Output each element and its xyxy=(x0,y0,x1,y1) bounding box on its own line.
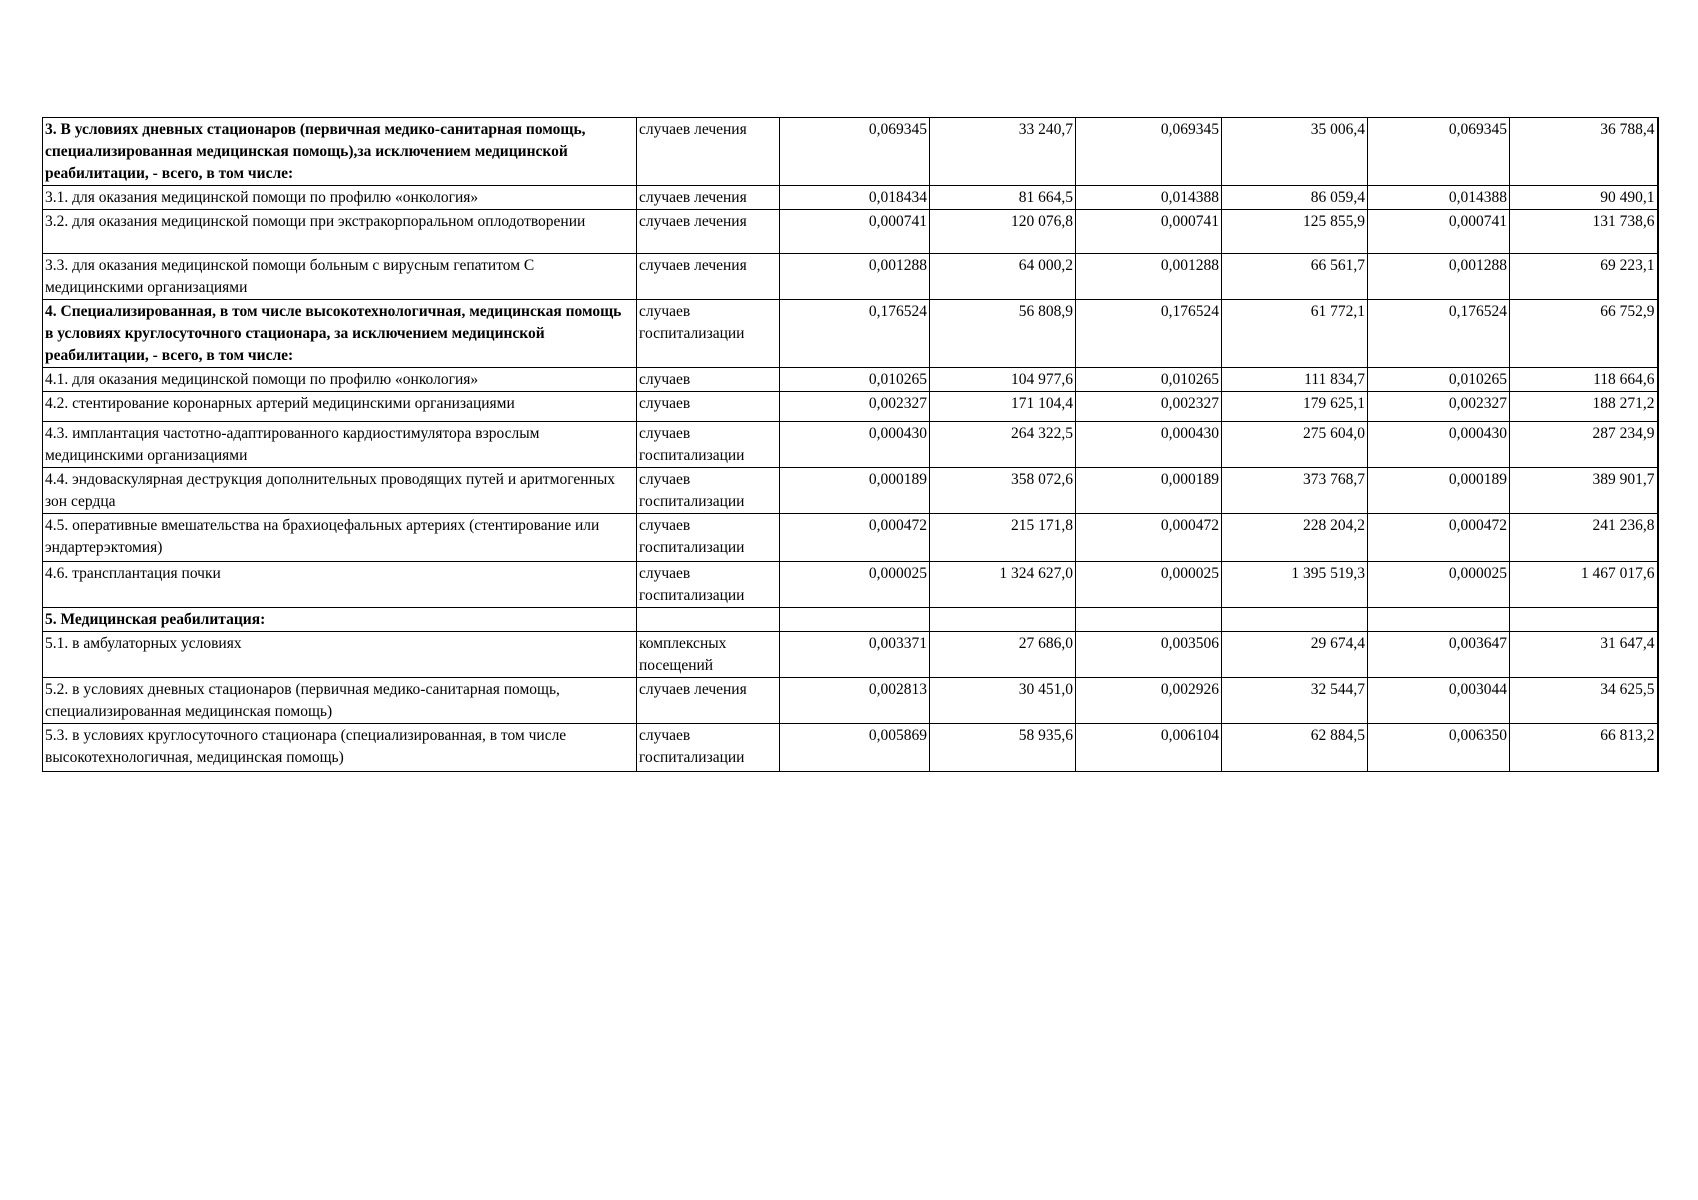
cost-norm-cell: 1 324 627,0 xyxy=(930,562,1076,608)
volume-norm-cell: 0,003044 xyxy=(1368,678,1510,724)
volume-norm-cell: 0,001288 xyxy=(780,254,930,300)
row-unit-cell: случаев лечения xyxy=(637,210,780,254)
table-row xyxy=(43,724,1658,772)
volume-norm-cell: 0,002327 xyxy=(1368,392,1510,422)
cost-norm-cell: 33 240,7 xyxy=(930,118,1076,186)
cost-norm-cell: 34 625,5 xyxy=(1510,678,1658,724)
table-row xyxy=(43,254,1658,300)
row-unit-cell xyxy=(637,608,780,632)
table-row xyxy=(43,678,1658,724)
row-unit-cell: случаев госпитализации xyxy=(637,724,780,772)
cost-norm-cell: 27 686,0 xyxy=(930,632,1076,678)
volume-norm-cell: 0,176524 xyxy=(1076,300,1222,368)
cost-norm-cell: 389 901,7 xyxy=(1510,468,1658,514)
cost-norm-cell: 81 664,5 xyxy=(930,186,1076,210)
cost-norm-cell: 125 855,9 xyxy=(1222,210,1368,254)
cost-norm-cell: 56 808,9 xyxy=(930,300,1076,368)
volume-norm-cell: 0,000025 xyxy=(780,562,930,608)
volume-norm-cell: 0,000430 xyxy=(780,422,930,468)
cost-norm-cell: 66 813,2 xyxy=(1510,724,1658,772)
row-unit-cell: случаев лечения xyxy=(637,186,780,210)
volume-norm-cell: 0,010265 xyxy=(1076,368,1222,392)
row-name-cell: 4.5. оперативные вмешательства на брахиоцефальных артериях (стентирование или эндартерэктомия) xyxy=(43,514,637,562)
cost-norm-cell: 104 977,6 xyxy=(930,368,1076,392)
cost-norm-cell: 1 467 017,6 xyxy=(1510,562,1658,608)
cost-norm-cell: 30 451,0 xyxy=(930,678,1076,724)
row-name-cell: 5.2. в условиях дневных стационаров (первичная медико-санитарная помощь, специализированная медицинская помощь) xyxy=(43,678,637,724)
cost-norm-cell: 171 104,4 xyxy=(930,392,1076,422)
volume-norm-cell: 0,003647 xyxy=(1368,632,1510,678)
row-unit-cell: случаев госпитализации xyxy=(637,468,780,514)
row-name-cell: 5. Медицинская реабилитация: xyxy=(43,608,637,632)
cost-norm-cell: 215 171,8 xyxy=(930,514,1076,562)
cost-norm-cell: 179 625,1 xyxy=(1222,392,1368,422)
volume-norm-cell: 0,176524 xyxy=(1368,300,1510,368)
row-unit-cell: случаев xyxy=(637,392,780,422)
row-unit-cell: случаев лечения xyxy=(637,118,780,186)
volume-norm-cell: 0,001288 xyxy=(1076,254,1222,300)
volume-norm-cell: 0,000189 xyxy=(780,468,930,514)
cost-norm-cell: 275 604,0 xyxy=(1222,422,1368,468)
cost-norm-cell: 228 204,2 xyxy=(1222,514,1368,562)
table-row xyxy=(43,608,1658,632)
table-row xyxy=(43,300,1658,368)
volume-norm-cell: 0,002327 xyxy=(780,392,930,422)
volume-norm-cell xyxy=(780,608,930,632)
volume-norm-cell: 0,003371 xyxy=(780,632,930,678)
cost-norm-cell: 69 223,1 xyxy=(1510,254,1658,300)
volume-norm-cell: 0,001288 xyxy=(1368,254,1510,300)
cost-norm-cell: 58 935,6 xyxy=(930,724,1076,772)
volume-norm-cell: 0,000189 xyxy=(1076,468,1222,514)
volume-norm-cell: 0,000430 xyxy=(1076,422,1222,468)
row-unit-cell: комплексных посещений xyxy=(637,632,780,678)
volume-norm-cell: 0,000741 xyxy=(1368,210,1510,254)
cost-norm-cell: 86 059,4 xyxy=(1222,186,1368,210)
cost-norm-cell: 90 490,1 xyxy=(1510,186,1658,210)
volume-norm-cell: 0,002813 xyxy=(780,678,930,724)
volume-norm-cell: 0,014388 xyxy=(1368,186,1510,210)
table-row xyxy=(43,186,1658,210)
volume-norm-cell: 0,069345 xyxy=(780,118,930,186)
volume-norm-cell: 0,000472 xyxy=(1076,514,1222,562)
cost-norm-cell: 118 664,6 xyxy=(1510,368,1658,392)
volume-norm-cell: 0,000025 xyxy=(1076,562,1222,608)
cost-norm-cell: 358 072,6 xyxy=(930,468,1076,514)
table-row xyxy=(43,368,1658,392)
row-unit-cell: случаев госпитализации xyxy=(637,514,780,562)
volume-norm-cell: 0,018434 xyxy=(780,186,930,210)
volume-norm-cell: 0,000430 xyxy=(1368,422,1510,468)
cost-norm-cell: 111 834,7 xyxy=(1222,368,1368,392)
volume-norm-cell: 0,002926 xyxy=(1076,678,1222,724)
volume-norm-cell xyxy=(1076,608,1222,632)
cost-norm-cell: 264 322,5 xyxy=(930,422,1076,468)
cost-norm-cell: 373 768,7 xyxy=(1222,468,1368,514)
cost-norm-cell: 35 006,4 xyxy=(1222,118,1368,186)
row-name-cell: 4.6. трансплантация почки xyxy=(43,562,637,608)
cost-norm-cell: 241 236,8 xyxy=(1510,514,1658,562)
volume-norm-cell: 0,010265 xyxy=(1368,368,1510,392)
table-body xyxy=(43,118,1658,772)
row-unit-cell: случаев госпитализации xyxy=(637,422,780,468)
row-name-cell: 3.1. для оказания медицинской помощи по профилю «онкология» xyxy=(43,186,637,210)
row-name-cell: 4.2. стентирование коронарных артерий медицинскими организациями xyxy=(43,392,637,422)
cost-norm-cell: 29 674,4 xyxy=(1222,632,1368,678)
cost-norm-cell: 66 752,9 xyxy=(1510,300,1658,368)
cost-norm-cell: 1 395 519,3 xyxy=(1222,562,1368,608)
row-unit-cell: случаев xyxy=(637,368,780,392)
volume-norm-cell: 0,005869 xyxy=(780,724,930,772)
row-name-cell: 3. В условиях дневных стационаров (первичная медико-санитарная помощь, специализированная медицинская помощь),за исключением медицинской реабилитации, - всего, в том числе: xyxy=(43,118,637,186)
volume-norm-cell: 0,002327 xyxy=(1076,392,1222,422)
cost-norm-cell: 66 561,7 xyxy=(1222,254,1368,300)
row-unit-cell: случаев госпитализации xyxy=(637,562,780,608)
volume-norm-cell: 0,010265 xyxy=(780,368,930,392)
row-unit-cell: случаев госпитализации xyxy=(637,300,780,368)
volume-norm-cell: 0,069345 xyxy=(1368,118,1510,186)
table-row xyxy=(43,632,1658,678)
table-row xyxy=(43,210,1658,254)
row-name-cell: 5.3. в условиях круглосуточного стационара (специализированная, в том числе высокотехнологичная, медицинская помощь) xyxy=(43,724,637,772)
cost-norm-cell: 31 647,4 xyxy=(1510,632,1658,678)
volume-norm-cell: 0,000741 xyxy=(1076,210,1222,254)
volume-norm-cell: 0,014388 xyxy=(1076,186,1222,210)
cost-norm-cell xyxy=(1222,608,1368,632)
volume-norm-cell: 0,000189 xyxy=(1368,468,1510,514)
table-row xyxy=(43,118,1658,186)
row-unit-cell: случаев лечения xyxy=(637,254,780,300)
cost-norm-cell xyxy=(930,608,1076,632)
cost-norm-cell: 131 738,6 xyxy=(1510,210,1658,254)
volume-norm-cell: 0,006350 xyxy=(1368,724,1510,772)
row-name-cell: 3.2. для оказания медицинской помощи при экстракорпоральном оплодотворении xyxy=(43,210,637,254)
volume-norm-cell: 0,000741 xyxy=(780,210,930,254)
volume-norm-cell: 0,006104 xyxy=(1076,724,1222,772)
table-row xyxy=(43,392,1658,422)
volume-norm-cell: 0,000025 xyxy=(1368,562,1510,608)
row-name-cell: 4.3. имплантация частотно-адаптированного кардиостимулятора взрослым медицинскими организациями xyxy=(43,422,637,468)
row-unit-cell: случаев лечения xyxy=(637,678,780,724)
services-table xyxy=(42,117,1659,772)
cost-norm-cell xyxy=(1510,608,1658,632)
volume-norm-cell: 0,000472 xyxy=(780,514,930,562)
table-row xyxy=(43,422,1658,468)
cost-norm-cell: 61 772,1 xyxy=(1222,300,1368,368)
cost-norm-cell: 62 884,5 xyxy=(1222,724,1368,772)
cost-norm-cell: 36 788,4 xyxy=(1510,118,1658,186)
row-name-cell: 3.3. для оказания медицинской помощи больным с вирусным гепатитом С медицинскими организациями xyxy=(43,254,637,300)
volume-norm-cell: 0,176524 xyxy=(780,300,930,368)
cost-norm-cell: 32 544,7 xyxy=(1222,678,1368,724)
volume-norm-cell xyxy=(1368,608,1510,632)
row-name-cell: 4. Специализированная, в том числе высокотехнологичная, медицинская помощь в условиях круглосуточного стационара, за исключением медицинской реабилитации, - всего, в том числе: xyxy=(43,300,637,368)
table-row xyxy=(43,514,1658,562)
volume-norm-cell: 0,069345 xyxy=(1076,118,1222,186)
volume-norm-cell: 0,003506 xyxy=(1076,632,1222,678)
table-row xyxy=(43,468,1658,514)
row-name-cell: 4.4. эндоваскулярная деструкция дополнительных проводящих путей и аритмогенных зон сердца xyxy=(43,468,637,514)
cost-norm-cell: 188 271,2 xyxy=(1510,392,1658,422)
row-name-cell: 4.1. для оказания медицинской помощи по профилю «онкология» xyxy=(43,368,637,392)
table-row xyxy=(43,562,1658,608)
cost-norm-cell: 287 234,9 xyxy=(1510,422,1658,468)
row-name-cell: 5.1. в амбулаторных условиях xyxy=(43,632,637,678)
cost-norm-cell: 120 076,8 xyxy=(930,210,1076,254)
cost-norm-cell: 64 000,2 xyxy=(930,254,1076,300)
volume-norm-cell: 0,000472 xyxy=(1368,514,1510,562)
